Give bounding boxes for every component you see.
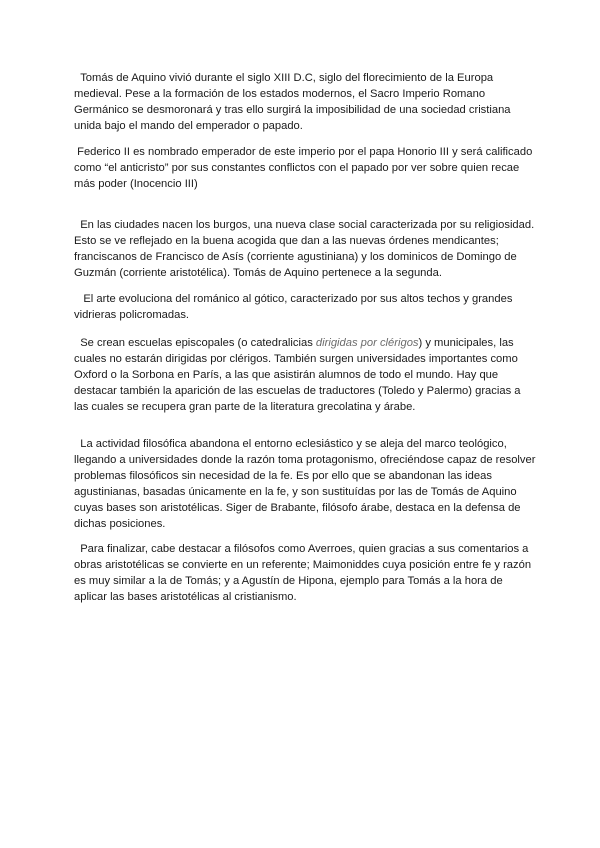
paragraph-escuelas-end: ) y municipales, las cuales no estarán dirigidas por clérigos. También surgen universidades importantes como Oxford o la Sorbona en París, a las que asistirán alumnos de todo el mundo. Hay que destacar también la aparición de las escuelas de traductores (Toledo y Palermo) gracias a las cuales se recupera gran parte de la literatura grecolatina y árabe. <box>74 337 524 413</box>
paragraph-escuelas-start: Se crean escuelas episcopales (o catedralicias <box>74 337 316 349</box>
paragraph-federico-ii: Federico II es nombrado emperador de este imperio por el papa Honorio III y será calificado como “el anticristo” por sus constantes conflictos con el papado por ver sobre quien recae más poder (Inocencio III) <box>74 146 536 190</box>
paragraph-actividad-filosofica: La actividad filosófica abandona el entorno eclesiástico y se aleja del marco teológico, llegando a universidades donde la razón toma protagonismo, ofreciéndose capaz de resolver problemas filosóficos sin necesidad de la fe. Es por ello que se abandonan las ideas agustinianas, basadas únicamente en la fe, y son sustituídas por las de Tomás de Aquino cuyas bases son aristotélicas. Siger de Brabante, filósofo árabe, destaca en la defensa de dichas posiciones. <box>74 438 539 530</box>
paragraph-aquino-intro: Tomás de Aquino vivió durante el siglo XIII D.C, siglo del florecimiento de la Europa medieval. Pese a la formación de los estados modernos, el Sacro Imperio Romano Germánico se desmoronará y tras ello surgirá la imposibilidad de una sociedad cristiana unida bajo el mando del emperador o papado. <box>74 72 514 132</box>
paragraph-escuelas <box>74 335 536 415</box>
paragraph-escuelas-emphasis: dirigidas por clérigos <box>315 337 419 349</box>
paragraph-conclusion: Para finalizar, cabe destacar a filósofos como Averroes, quien gracias a sus comentarios a obras aristotélicas se convierte en un referente; Maimoniddes cuya posición entre fe y razón es muy similar a la de Tomás; y a Agustín de Hipona, ejemplo para Tomás a la hora de aplicar las bases aristotélicas al cristianismo. <box>74 543 535 603</box>
paragraph-arte: El arte evoluciona del románico al gótico, caracterizado por sus altos techos y grandes vidrieras policromadas. <box>74 293 516 321</box>
paragraph-burgos: En las ciudades nacen los burgos, una nueva clase social caracterizada por su religiosidad. Esto se ve reflejado en la buena acogida que dan a las nuevas órdenes mendicantes; franciscanos de Francisco de Asís (corriente agustiniana) y los dominicos de Domingo de Guzmán (corriente aristotélica). Tomás de Aquino pertenece a la segunda. <box>74 219 538 279</box>
